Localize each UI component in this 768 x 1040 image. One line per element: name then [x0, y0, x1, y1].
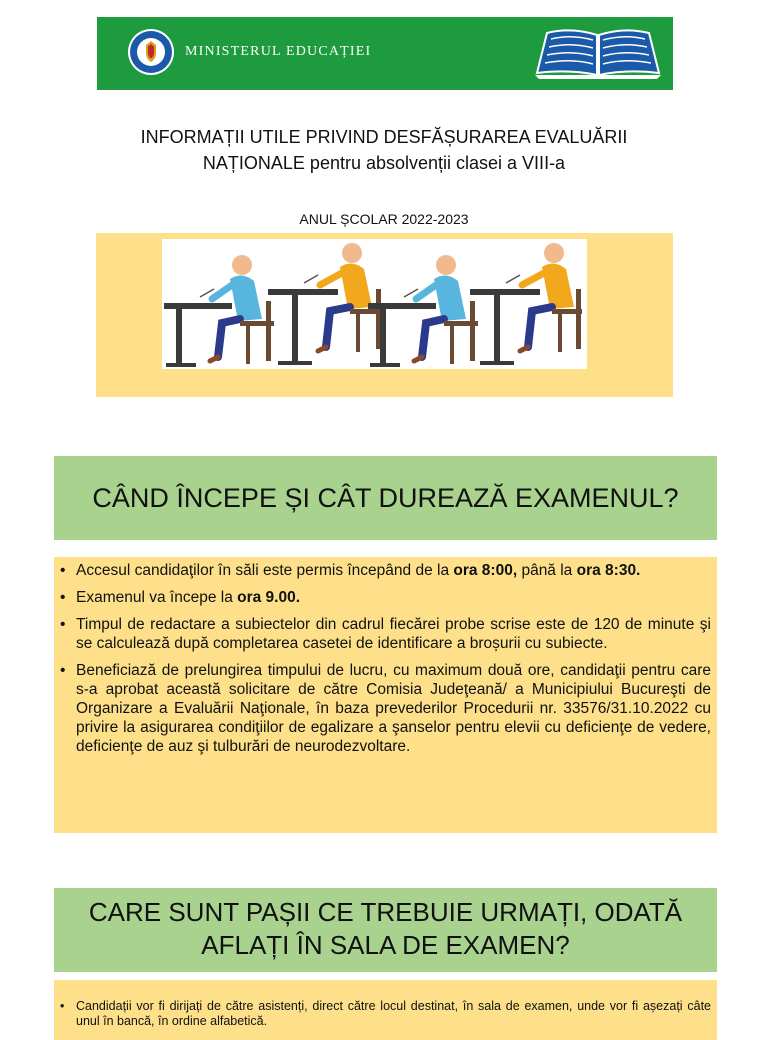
section1-panel [54, 557, 717, 833]
ministry-name: MINISTERUL EDUCAȚIEI [185, 44, 372, 59]
section2-heading-line1: CARE SUNT PAȘII CE TREBUIE URMAȚI, ODATĂ [88, 897, 683, 927]
section2-heading [54, 888, 717, 972]
section2-list [58, 999, 711, 1029]
section2-panel [54, 980, 717, 1040]
list-item: • Timpul de redactare a subiectelor din cadrul fiecărei probe scrise este de 120 de minute şi se calculează după completarea casetei de identificare a broșurii cu subiecte. [58, 615, 711, 653]
school-year: ANUL ȘCOLAR 2022-2023 [299, 211, 469, 227]
hero-illustration-panel [96, 233, 673, 397]
open-book-icon [531, 25, 665, 81]
ministry-banner [97, 17, 673, 90]
section2-heading-line2: AFLAȚI ÎN SALA DE EXAMEN? [201, 930, 570, 960]
section1-list [58, 561, 711, 756]
list-item: • Examenul va începe la ora 9.00. [58, 588, 711, 607]
section1-heading: CÂND ÎNCEPE ȘI CÂT DUREAZĂ EXAMENUL? [54, 456, 717, 540]
list-item: • Candidații vor fi dirijați de către asistenți, direct către locul destinat, în sala de examen, unde vor fi așezați câte unul în bancă, în ordine alfabetică. [58, 999, 711, 1029]
list-item: • Accesul candidaţilor în săli este permis începând de la ora 8:00, până la ora 8:30. [58, 561, 711, 580]
document-title-line2: NAȚIONALE pentru absolvenții clasei a VIII-a [202, 153, 566, 173]
government-seal-icon [127, 28, 175, 76]
list-item: • Beneficiază de prelungirea timpului de lucru, cu maximum două ore, candidaţii pentru care s-a aprobat această solicitare de către Comisia Judeţeană/ a Municipiului Bucureşti de Organizare a Evaluării Naţionale, în baza prevederilor Procedurii nr. 33576/31.10.2022 cu privire la asigurarea condiţiilor de egalizare a şanselor pentru elevii cu deficienţe de vedere, deficienţe de auz şi tulburări de neurodezvoltare. [58, 661, 711, 756]
students-at-desks-illustration [162, 239, 587, 369]
document-title-line1: INFORMAȚII UTILE PRIVIND DESFĂȘURAREA EVALUĂRII [140, 127, 628, 147]
